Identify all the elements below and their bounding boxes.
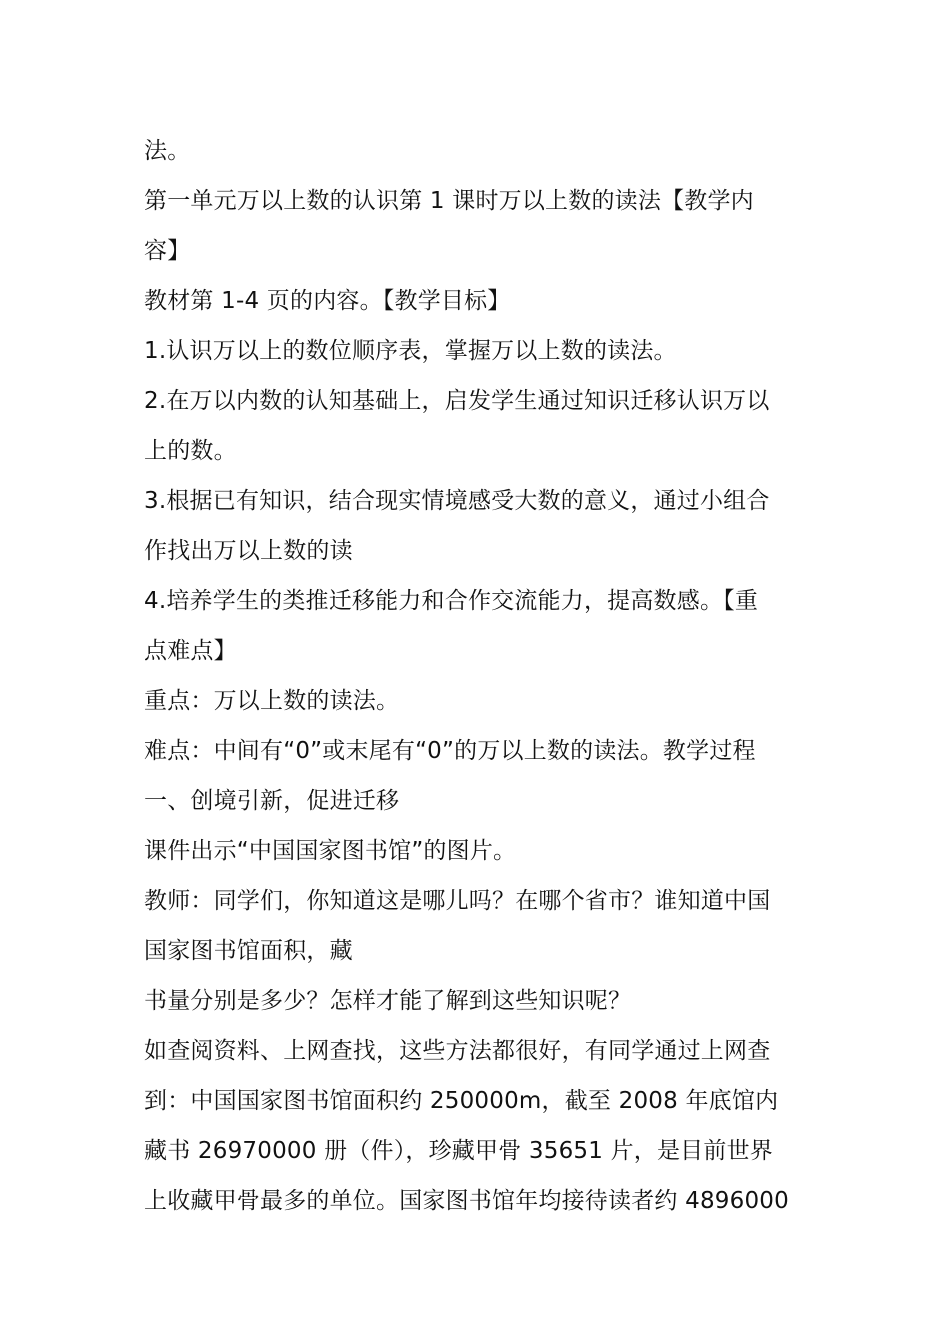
text-line: 3.根据已有知识，结合现实情境感受大数的意义，通过小组合 [144,488,770,514]
text-line: 到：中国国家图书馆面积约 250000m，截至 2008 年底馆内 [144,1088,779,1114]
text-line: 4.培养学生的类推迁移能力和合作交流能力，提高数感。【重 [144,588,759,614]
text-line: 难点：中间有“0”或末尾有“0”的万以上数的读法。教学过程 [144,738,756,764]
text-line: 2.在万以内数的认知基础上，启发学生通过知识迁移认识万以 [144,388,770,414]
text-line: 教师：同学们，你知道这是哪儿吗？在哪个省市？谁知道中国 [144,888,771,914]
text-line: 藏书 26970000 册（件），珍藏甲骨 35651 片，是目前世界 [144,1138,773,1164]
text-line: 法。 [144,138,191,164]
text-line: 如查阅资料、上网查找，这些方法都很好，有同学通过上网查 [144,1038,771,1064]
text-line: 重点：万以上数的读法。 [144,688,400,714]
text-line: 书量分别是多少？怎样才能了解到这些知识呢？ [144,988,632,1014]
text-line: 课件出示“中国国家图书馆”的图片。 [144,838,517,864]
text-line: 教材第 1-4 页的内容。【教学目标】 [144,288,511,314]
section-heading: 一、创境引新，促进迁移 [144,788,400,814]
text-line: 1.认识万以上的数位顺序表，掌握万以上数的读法。 [144,338,677,364]
text-line: 国家图书馆面积，藏 [144,938,353,964]
document-body [144,126,814,1226]
text-line: 第一单元万以上数的认识第 1 课时万以上数的读法【教学内 [144,188,754,214]
text-line: 作找出万以上数的读 [144,538,353,564]
text-line: 上的数。 [144,438,237,464]
text-line: 上收藏甲骨最多的单位。国家图书馆年均接待读者约 4896000 [144,1188,789,1214]
text-line: 容】 [144,238,191,264]
text-line: 点难点】 [144,638,237,664]
